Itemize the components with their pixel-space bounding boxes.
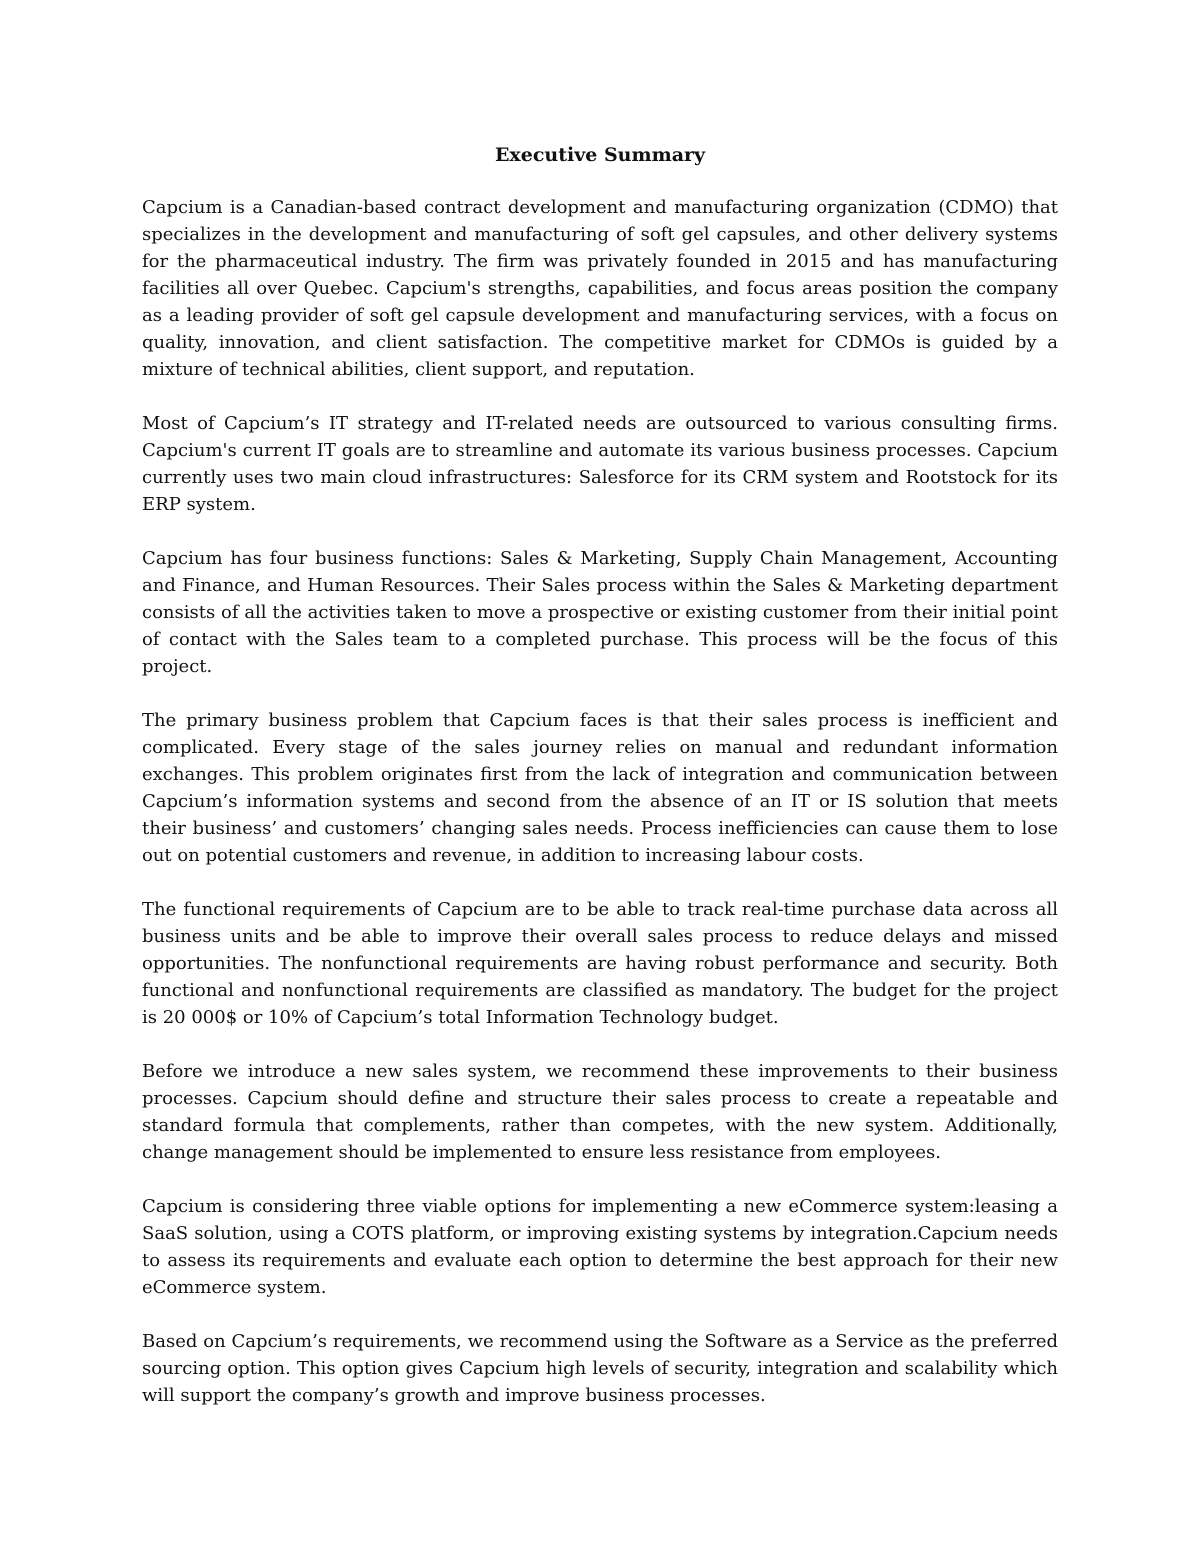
paragraph-recommendation: Based on Capcium’s requirements, we recommend using the Software as a Service as the preferred sourcing option. This option gives Capcium high levels of security, integration and scalability which will support the company’s growth and improve business processes. (142, 1331, 1058, 1406)
paragraph-requirements: The functional requirements of Capcium are to be able to track real-time purchase data across all business units and be able to improve their overall sales process to reduce delays and missed opportunities. The nonfunctional requirements are having robust performance and security. Both functional and nonfunctional requirements are classified as mandatory. The budget for the project is 20 000$ or 10% of Capcium’s total Information Technology budget. (142, 899, 1058, 1028)
document-title: Executive Summary (494, 144, 706, 166)
paragraph-business-functions: Capcium has four business functions: Sales & Marketing, Supply Chain Management, Accounting and Finance, and Human Resources. Their Sales process within the Sales & Marketing department consists of all the activities taken to move a prospective or existing customer from their initial point of contact with the Sales team to a completed purchase. This process will be the focus of this project. (142, 548, 1058, 677)
paragraph-process-improvements: Before we introduce a new sales system, we recommend these improvements to their business processes. Capcium should define and structure their sales process to create a repeatable and standard formula that complements, rather than competes, with the new system. Additionally, change management should be implemented to ensure less resistance from employees. (142, 1061, 1058, 1163)
document-page (142, 141, 1058, 1436)
paragraph-business-problem: The primary business problem that Capcium faces is that their sales process is inefficient and complicated. Every stage of the sales journey relies on manual and redundant information exchanges. This problem originates first from the lack of integration and communication between Capcium’s information systems and second from the absence of an IT or IS solution that meets their business’ and customers’ changing sales needs. Process inefficiencies can cause them to lose out on potential customers and revenue, in addition to increasing labour costs. (142, 710, 1058, 866)
paragraph-options: Capcium is considering three viable options for implementing a new eCommerce system:leasing a SaaS solution, using a COTS platform, or improving existing systems by integration.Capcium needs to assess its requirements and evaluate each option to determine the best approach for their new eCommerce system. (142, 1196, 1058, 1298)
paragraph-it-strategy: Most of Capcium’s IT strategy and IT-related needs are outsourced to various consulting firms. Capcium's current IT goals are to streamline and automate its various business processes. Capcium currently uses two main cloud infrastructures: Salesforce for its CRM system and Rootstock for its ERP system. (142, 413, 1058, 515)
paragraph-company-overview: Capcium is a Canadian-based contract development and manufacturing organization (CDMO) that specializes in the development and manufacturing of soft gel capsules, and other delivery systems for the pharmaceutical industry. The firm was privately founded in 2015 and has manufacturing facilities all over Quebec. Capcium's strengths, capabilities, and focus areas position the company as a leading provider of soft gel capsule development and manufacturing services, with a focus on quality, innovation, and client satisfaction. The competitive market for CDMOs is guided by a mixture of technical abilities, client support, and reputation. (142, 197, 1058, 380)
